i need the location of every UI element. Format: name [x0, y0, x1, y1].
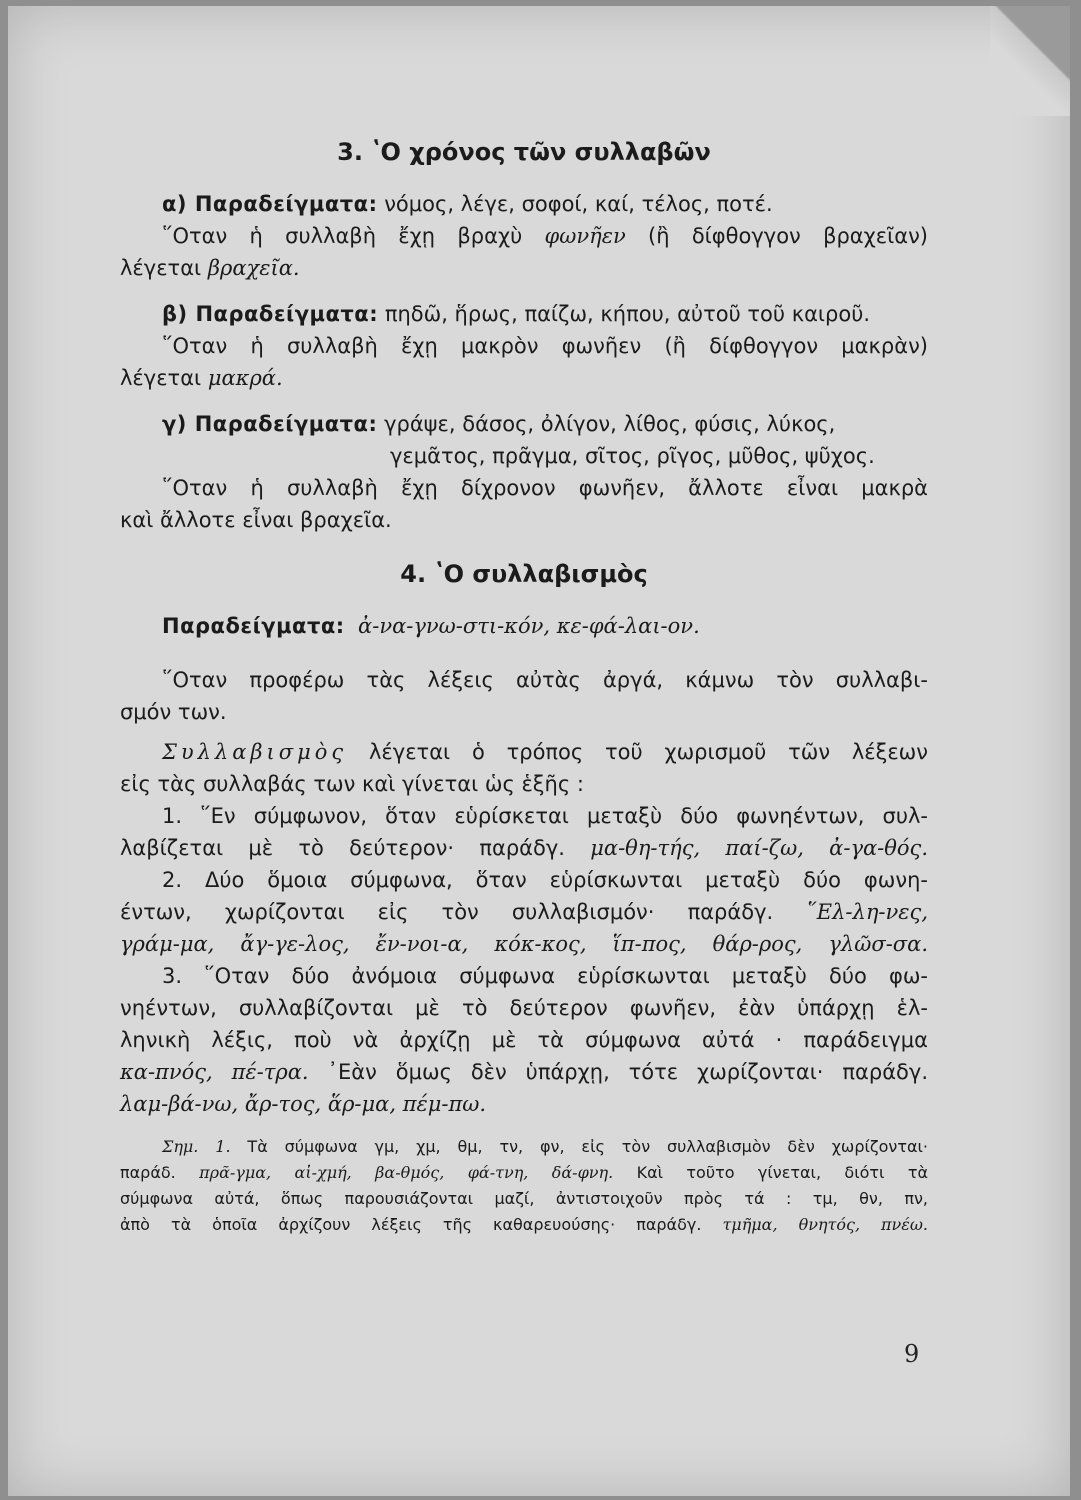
- rule-3-line-1: 3. ῞Οταν δύο ἀνόμοια σύμφωνα εὑρίσκωνται μεταξὺ δύο φω-: [162, 964, 928, 988]
- example-c-rule-line-1: ῞Οταν ἡ συλλαβὴ ἔχῃ δίχρονον φωνῆεν, ἄλλοτε εἶναι μακρὰ: [162, 476, 928, 500]
- rule-italic: φωνῆεν: [544, 224, 626, 248]
- example-c-label: γ) Παραδείγματα:: [162, 412, 378, 436]
- rule-italic: μακρά.: [207, 366, 283, 390]
- rule-3-line-5: λαμ-βά-νω, ἄρ-τος, ἅρ-μα, πέμ-πω.: [120, 1092, 487, 1116]
- rule-2-line-3: γράμ-μα, ἄγ-γε-λος, ἔν-νοι-α, κόκ-κος, ἵπ-πος, θάρ-ρος, γλῶσ-σα.: [120, 932, 928, 956]
- example-c-rule-line-2: καὶ ἄλλοτε εἶναι βραχεῖα.: [120, 508, 392, 532]
- paragraph-2-line-2: εἰς τὰς συλλαβάς των καὶ γίνεται ὡς ἑξῆς :: [120, 772, 584, 796]
- section-3-example-b: [120, 298, 928, 330]
- footnote-line-3: σύμφωνα αὐτά, ὅπως παρουσιάζονται μαζί, ἀντιστοιχοῦν πρὸς τά : τμ, θν, πν,: [120, 1189, 928, 1208]
- footnote-text: παράδ.: [120, 1163, 176, 1182]
- rule-3-line-2: νηέντων, συλλαβίζονται μὲ τὸ δεύτερον φωνῆεν, ἐὰν ὑπάρχῃ ἑλ-: [120, 996, 928, 1020]
- rule-examples: ῞Ελ-λη-νες,: [806, 900, 928, 924]
- example-a-rule-line-2: [120, 252, 928, 284]
- rule-examples: κα-πνός, πέ-τρα.: [120, 1060, 309, 1084]
- paragraph-2-line-1: [120, 736, 928, 768]
- example-a-rule-line-1: [120, 220, 928, 252]
- example-b-values: πηδῶ, ἥρως, παίζω, κήπου, αὐτοῦ τοῦ καιροῦ.: [384, 302, 871, 326]
- rule-text: ᾿Εὰν ὅμως δὲν ὑπάρχῃ, τότε χωρίζονται· παράδγ.: [327, 1060, 929, 1084]
- rule-text-end: (ἢ δίφθογγον βραχεῖαν): [648, 224, 928, 248]
- example-a-values: νόμος, λέγε, σοφοί, καί, τέλος, ποτέ.: [384, 192, 773, 216]
- page-number: 9: [904, 1340, 920, 1368]
- section-3-example-a: [120, 188, 928, 220]
- page-content: [120, 136, 928, 1238]
- rule-text: έντων, χωρίζονται εἰς τὸν συλλαβισμόν· παράδγ.: [120, 900, 774, 924]
- rule-text: λαβίζεται μὲ τὸ δεύτερον· παράδγ.: [120, 836, 565, 860]
- rule-italic: βραχεῖα.: [207, 256, 300, 280]
- section-4-examples-label: Παραδείγματα:: [162, 614, 345, 638]
- section-4-title: 4. ʽΟ συλλαβισμὸς: [400, 560, 648, 588]
- section-4-examples: [120, 610, 928, 642]
- example-a-label: α) Παραδείγματα:: [162, 192, 378, 216]
- section-4-examples-value: ἀ-να-γνω-στι-κόν, κε-φά-λαι-ον.: [358, 614, 700, 638]
- footnote-examples: πρᾶ-γμα, αἰ-χμή, βα-θμός, φά-τνη, δά-φνη.: [199, 1163, 614, 1182]
- rule-1-line-1: 1. ῞Εν σύμφωνον, ὅταν εὑρίσκεται μεταξὺ δύο φωνηέντων, συλ-: [162, 804, 928, 828]
- footnote-line-1: [120, 1134, 928, 1160]
- rule-3-line-4: [120, 1056, 928, 1088]
- paragraph-1-line-1: ῞Οταν προφέρω τὰς λέξεις αὐτὰς ἀργά, κάμνω τὸν συλλαβι-: [162, 668, 928, 692]
- rule-1-line-2: [120, 832, 928, 864]
- example-c-values: γράψε, δάσος, ὀλίγον, λίθος, φύσις, λύκος,: [384, 412, 836, 436]
- example-c-values-line-2: γεμᾶτος, πρᾶγμα, σῖτος, ρῖγος, μῦθος, ψῦχος.: [390, 444, 875, 468]
- footnote-line-2: [120, 1160, 928, 1186]
- footnote-label: Σημ. 1.: [162, 1137, 231, 1156]
- footnote-text: Καὶ τοῦτο γίνεται, διότι τὰ: [636, 1163, 929, 1182]
- section-3-example-c: [120, 408, 928, 440]
- footnote-text: Τὰ σύμφωνα γμ, χμ, θμ, τν, φν, εἰς τὸν συλλαβισμὸν δὲν χωρίζονται·: [247, 1137, 929, 1156]
- footnote-line-4: [120, 1212, 928, 1238]
- rule-2-line-1: 2. Δύο ὅμοια σύμφωνα, ὅταν εὑρίσκωνται μεταξὺ δύο φωνη-: [162, 868, 928, 892]
- rule-text: ῞Οταν ἡ συλλαβὴ ἔχῃ βραχὺ: [162, 224, 523, 248]
- scanned-page: [8, 6, 1070, 1496]
- paragraph-2-text: λέγεται ὁ τρόπος τοῦ χωρισμοῦ τῶν λέξεων: [369, 740, 929, 764]
- rule-examples: μα-θη-τής, παί-ζω, ἀ-γα-θός.: [590, 836, 928, 860]
- term-syllabismos: Συλλαβισμὸς: [162, 740, 348, 764]
- footnote: [120, 1134, 928, 1238]
- rule-2-line-2: [120, 896, 928, 928]
- example-b-rule-line-1: ῞Οταν ἡ συλλαβὴ ἔχῃ μακρὸν φωνῆεν (ἢ δίφθογγον μακρὰν): [162, 334, 928, 358]
- rule-3-line-3: ληνικὴ λέξις, ποὺ νὰ ἀρχίζῃ μὲ τὰ σύμφωνα αὐτά · παράδειγμα: [120, 1028, 928, 1052]
- rule-text: λέγεται: [120, 256, 202, 280]
- folded-corner: [990, 6, 1070, 116]
- example-b-rule-line-2: [120, 362, 928, 394]
- footnote-examples: τμῆμα, θνητός, πνέω.: [722, 1215, 928, 1234]
- rule-text: λέγεται: [120, 366, 202, 390]
- section-3-title: 3. ʽΟ χρόνος τῶν συλλαβῶν: [337, 138, 711, 166]
- paragraph-1-line-2: σμόν των.: [120, 700, 227, 724]
- example-b-label: β) Παραδείγματα:: [162, 302, 379, 326]
- footnote-text: ἀπὸ τὰ ὁποῖα ἀρχίζουν λέξεις τῆς καθαρευούσης· παράδγ.: [120, 1215, 702, 1234]
